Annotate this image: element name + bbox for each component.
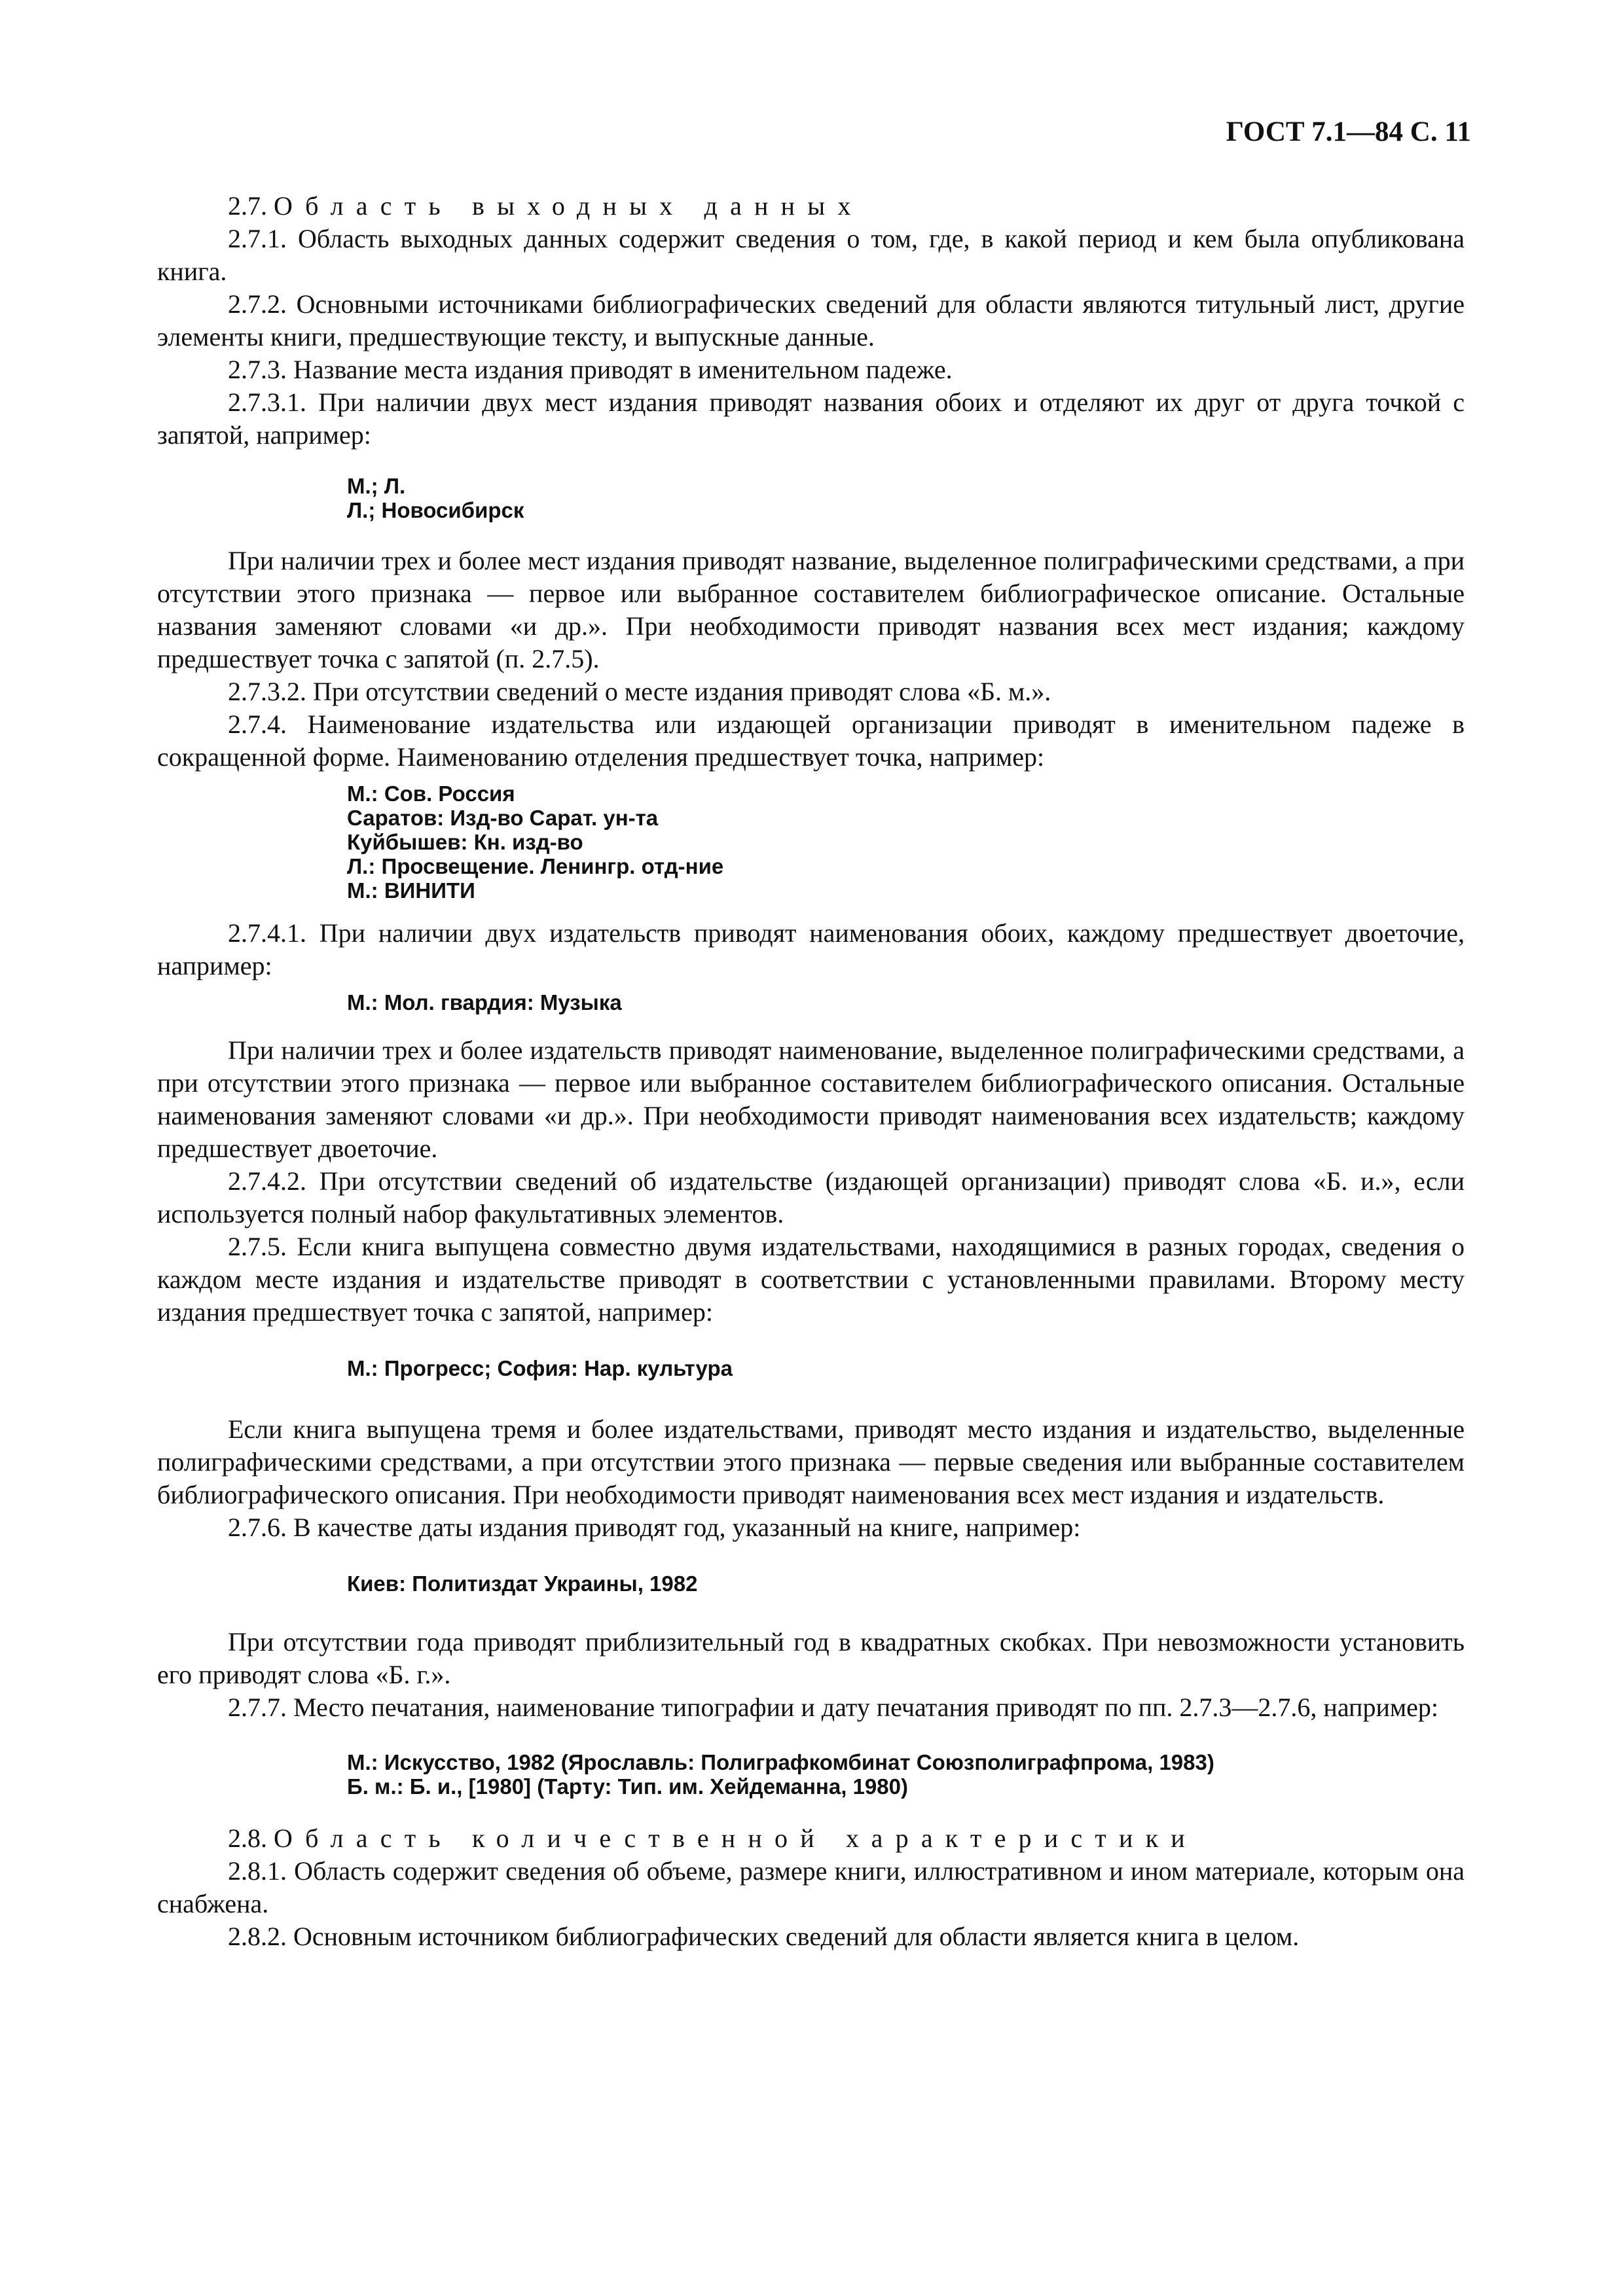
- example-two-publishers: [347, 990, 1465, 1014]
- example-date: [347, 1571, 1465, 1596]
- example-line: Б. м.: Б. и., [1980] (Тарту: Тип. им. Хейдеманна, 1980): [347, 1774, 908, 1799]
- paragraph-2-7-4-1: 2.7.4.1. При наличии двух издательств приводят наименования обоих, каждому предшествует двоеточие, например:: [157, 918, 1465, 980]
- paragraph-2-7-4: 2.7.4. Наименование издательства или издающей организации приводят в именительном падеже в сокращенной форме. Наименованию отделения предшествует точка, например:: [157, 709, 1465, 772]
- paragraph-2-7-1: 2.7.1. Область выходных данных содержит сведения о том, где, в какой период и кем была опубликована книга.: [157, 224, 1465, 286]
- section-heading-2-7: [157, 190, 1465, 223]
- paragraph-2-8-1: 2.8.1. Область содержит сведения об объеме, размере книги, иллюстративном и ином материале, которым она снабжена.: [157, 1856, 1465, 1918]
- example-line: М.: ВИНИТИ: [347, 878, 475, 903]
- example-line: Куйбышев: Кн. изд-во: [347, 830, 583, 854]
- example-line: Саратов: Изд-во Сарат. ун-та: [347, 806, 659, 830]
- paragraph-publishers-three: При наличии трех и более издательств приводят наименование, выделенное полиграфическими средствами, а при отсутствии этого признака — первое или выбранное составителем библиографического описания. Остальные наименования заменяют словами «и др.». При необходимости приводят наименования всех издательств; каждому предшествует двоеточие.: [157, 1035, 1465, 1163]
- example-places: [347, 474, 1465, 522]
- section-number: 2.7.: [228, 191, 267, 221]
- paragraph-2-7-7: 2.7.7. Место печатания, наименование типографии и дату печатания приводят по пп. 2.7.3—2.7.6, например:: [228, 1693, 1439, 1722]
- example-line: Л.; Новосибирск: [347, 498, 524, 522]
- example-line: Л.: Просвещение. Ленингр. отд-ние: [347, 854, 724, 878]
- paragraph-2-7-3-1: 2.7.3.1. При наличии двух мест издания приводят названия обоих и отделяют их друг от друга точкой с запятой, например:: [157, 387, 1465, 450]
- example-line: М.: Прогресс; София: Нар. культура: [347, 1356, 733, 1380]
- paragraph-2-7-4-2: 2.7.4.2. При отсутствии сведений об издательстве (издающей организации) приводят слова «Б. и.», если используется полный набор факультативных элементов.: [157, 1166, 1465, 1229]
- section-title: Область количественной характеристики: [274, 1823, 1197, 1853]
- section-heading-2-8: [157, 1822, 1465, 1855]
- paragraph-2-8-2: 2.8.2. Основным источником библиографических сведений для области является книга в целом.: [228, 1922, 1300, 1951]
- paragraph-2-7-6: 2.7.6. В качестве даты издания приводят год, указанный на книге, например:: [228, 1513, 1081, 1542]
- page-header: ГОСТ 7.1—84 С. 11: [1226, 117, 1471, 147]
- paragraph-2-7-3: 2.7.3. Название места издания приводят в именительном падеже.: [228, 355, 953, 384]
- document-body: [157, 190, 1465, 1953]
- section-title: Область выходных данных: [274, 191, 864, 221]
- example-joint-publishers: [347, 1356, 1465, 1380]
- paragraph-2-7-2: 2.7.2. Основными источниками библиографических сведений для области являются титульный лист, другие элементы книги, предшествующие тексту, и выпускные данные.: [157, 289, 1465, 351]
- example-line: М.; Л.: [347, 474, 406, 498]
- example-publishers: [347, 781, 1465, 903]
- section-number: 2.8.: [228, 1823, 267, 1853]
- example-line: М.: Мол. гвардия: Музыка: [347, 990, 622, 1014]
- paragraph-places-three: При наличии трех и более мест издания приводят название, выделенное полиграфическими средствами, а при отсутствии этого признака — первое или выбранное составителем библиографическое описание. Остальные названия заменяют словами «и др.». При необходимости приводят названия всех мест издания; каждому предшествует точка с запятой (п. 2.7.5).: [157, 546, 1465, 673]
- example-line: М.: Искусство, 1982 (Ярославль: Полиграфкомбинат Союзполиграфпрома, 1983): [347, 1750, 1214, 1774]
- paragraph-2-7-5: 2.7.5. Если книга выпущена совместно двумя издательствами, находящимися в разных городах, сведения о каждом месте издания и издательстве приводят в соответствии с установленными правилами. Второму месту издания предшествует точка с запятой, например:: [157, 1232, 1465, 1327]
- paragraph-three-publishers: Если книга выпущена тремя и более издательствами, приводят место издания и издательство, выделенные полиграфическими средствами, а при отсутствии этого признака — первые сведения или выбранные составителем библиографического описания. При необходимости приводят наименования всех мест издания и издательств.: [157, 1414, 1465, 1509]
- example-line: Киев: Политиздат Украины, 1982: [347, 1571, 698, 1596]
- paragraph-2-7-3-2: 2.7.3.2. При отсутствии сведений о месте издания приводят слова «Б. м.».: [228, 677, 1051, 706]
- example-printing: [347, 1750, 1465, 1799]
- paragraph-no-year: При отсутствии года приводят приблизительный год в квадратных скобках. При невозможности установить его приводят слова «Б. г.».: [157, 1627, 1465, 1689]
- example-line: М.: Сов. Россия: [347, 781, 515, 806]
